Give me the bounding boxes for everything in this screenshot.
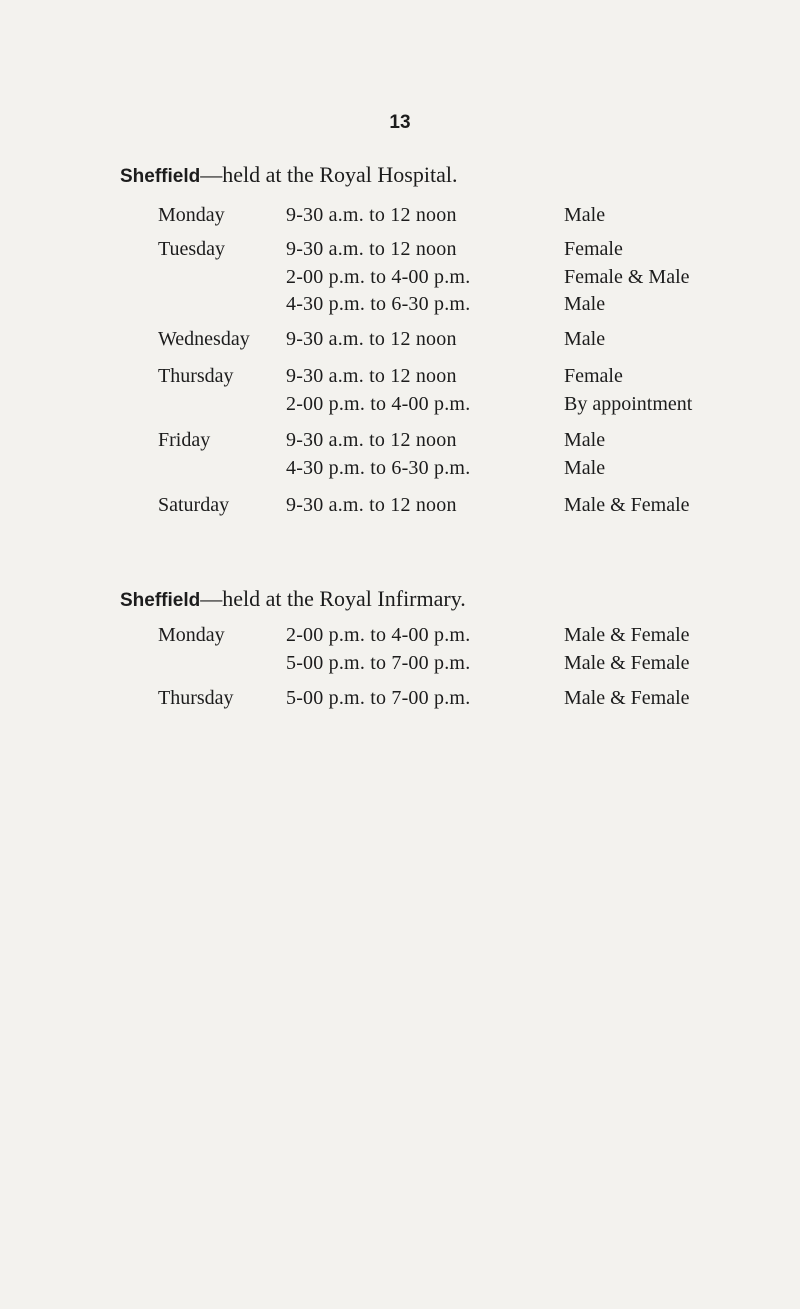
schedule-row (0, 494, 800, 522)
day-label: Saturday (158, 494, 230, 516)
sex-label: Female & Male (564, 266, 690, 288)
heading-rest: —held at the Royal Hospital. (200, 162, 458, 187)
heading-rest: —held at the Royal Infirmary. (200, 586, 466, 611)
time-range: 9-30 a.m. to 12 noon (286, 204, 457, 226)
sex-label: Male (564, 328, 606, 350)
day-label: Monday (158, 204, 225, 226)
day-label: Tuesday (158, 238, 226, 260)
time-range: 9-30 a.m. to 12 noon (286, 429, 457, 451)
day-label: Wednesday (158, 328, 250, 350)
sex-label: By appointment (564, 393, 693, 415)
sex-label: Male & Female (564, 652, 690, 674)
time-range: 2-00 p.m. to 4-00 p.m. (286, 624, 471, 646)
time-range: 5-00 p.m. to 7-00 p.m. (286, 687, 471, 709)
sex-label: Female (564, 365, 623, 387)
sex-label: Male & Female (564, 624, 690, 646)
sex-label: Female (564, 238, 623, 260)
schedule-row (0, 238, 800, 266)
time-range: 4-30 p.m. to 6-30 p.m. (286, 457, 471, 479)
schedule-row (0, 393, 800, 421)
schedule-row (0, 687, 800, 715)
sex-label: Male & Female (564, 494, 690, 516)
time-range: 9-30 a.m. to 12 noon (286, 494, 457, 516)
time-range: 5-00 p.m. to 7-00 p.m. (286, 652, 471, 674)
schedule-row (0, 293, 800, 321)
schedule-row (0, 328, 800, 356)
schedule-row (0, 457, 800, 485)
page-number: 13 (389, 112, 411, 133)
sex-label: Male & Female (564, 687, 690, 709)
time-range: 2-00 p.m. to 4-00 p.m. (286, 266, 471, 288)
day-label: Friday (158, 429, 211, 451)
day-label: Thursday (158, 687, 234, 709)
schedule-row (0, 266, 800, 294)
schedule-row (0, 652, 800, 680)
schedule-row (0, 204, 800, 232)
schedule-row (0, 429, 800, 457)
sex-label: Male (564, 293, 606, 315)
time-range: 9-30 a.m. to 12 noon (286, 328, 457, 350)
time-range: 2-00 p.m. to 4-00 p.m. (286, 393, 471, 415)
section-heading (120, 586, 466, 612)
time-range: 4-30 p.m. to 6-30 p.m. (286, 293, 471, 315)
sex-label: Male (564, 457, 606, 479)
heading-place: Sheffield (120, 590, 201, 611)
day-label: Thursday (158, 365, 234, 387)
day-label: Monday (158, 624, 225, 646)
section-heading (120, 162, 457, 188)
time-range: 9-30 a.m. to 12 noon (286, 365, 457, 387)
time-range: 9-30 a.m. to 12 noon (286, 238, 457, 260)
sex-label: Male (564, 204, 606, 226)
heading-place: Sheffield (120, 166, 201, 187)
sex-label: Male (564, 429, 606, 451)
schedule-row (0, 365, 800, 393)
schedule-row (0, 624, 800, 652)
